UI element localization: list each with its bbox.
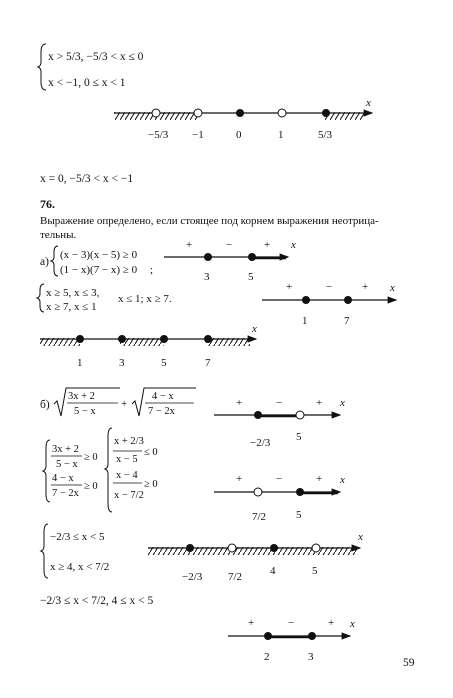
- tick-label: −5/3: [148, 129, 169, 141]
- tick-label: 1: [278, 129, 284, 141]
- sign: −: [276, 473, 283, 485]
- tick-label: 1: [302, 315, 308, 327]
- sign: +: [248, 617, 255, 629]
- part-b-expression: [54, 388, 196, 417]
- point-filled: [118, 335, 126, 343]
- page-number: 59: [403, 657, 415, 669]
- part-b-system2: [41, 524, 109, 578]
- frac-den: 7 − 2x: [148, 406, 175, 417]
- sign: +: [316, 473, 323, 485]
- top-sys-row1: x > 5/3, −5/3 < x ≤ 0: [48, 51, 144, 63]
- part-a-sys-row2: (1 − x)(7 − x) ≥ 0: [60, 264, 138, 276]
- part-b-line2: [214, 473, 345, 523]
- part-b-sys2-row1: −2/3 ≤ x < 5: [50, 531, 105, 543]
- part-a-sys-tail: ;: [150, 264, 154, 276]
- tick-label: 7: [205, 357, 211, 369]
- sign: +: [316, 397, 323, 409]
- sign: −: [326, 281, 333, 293]
- axis-var: x: [358, 531, 363, 543]
- frac-den: x − 5: [116, 454, 138, 465]
- tick-label: 5: [161, 357, 167, 369]
- frac-den: 7 − 2x: [52, 488, 79, 499]
- ge0: ≥ 0: [84, 481, 98, 492]
- point-filled: [344, 296, 352, 304]
- sign: +: [328, 617, 335, 629]
- point-filled: [302, 296, 310, 304]
- point-open: [312, 544, 320, 552]
- svg-text:+: +: [121, 398, 128, 410]
- frac-num: 4 − x: [52, 473, 74, 484]
- tick-label: 4: [270, 565, 276, 577]
- point-filled: [308, 632, 316, 640]
- tick-label: 7: [344, 315, 350, 327]
- axis-var: x: [340, 397, 345, 409]
- part-b-label: б): [40, 399, 50, 411]
- tick-label: 5: [296, 431, 302, 443]
- sign: +: [286, 281, 293, 293]
- axis-var: x: [350, 618, 355, 630]
- part-a-sys-row1: (x − 3)(x − 5) ≥ 0: [60, 249, 138, 261]
- point-filled: [186, 544, 194, 552]
- part-a-sys2-tail: x ≤ 1; x ≥ 7.: [118, 293, 172, 305]
- tick-label: 7/2: [228, 571, 243, 583]
- frac-num: 3x + 2: [52, 444, 79, 455]
- sign: +: [186, 239, 193, 251]
- part-b-line1: [214, 397, 345, 449]
- tick-label: 0: [236, 129, 242, 141]
- top-axis-var: x: [366, 97, 371, 109]
- part-b-line3: [148, 531, 363, 583]
- sign: +: [362, 281, 369, 293]
- intro-line1: Выражение определено, если стоящее под корнем выражения неотрица-: [40, 215, 379, 227]
- point-open: [194, 109, 202, 117]
- tick-label: 3: [119, 357, 125, 369]
- point-filled: [76, 335, 84, 343]
- part-a-line3: [40, 323, 257, 369]
- top-sys-row2: x < −1, 0 ≤ x < 1: [48, 77, 126, 89]
- frac-den: 5 − x: [56, 459, 78, 470]
- frac-num: x + 2/3: [114, 436, 144, 447]
- ge0: ≥ 0: [84, 452, 98, 463]
- point-open: [278, 109, 286, 117]
- point-open: [228, 544, 236, 552]
- point-filled: [270, 544, 278, 552]
- point-filled: [204, 335, 212, 343]
- part-b-result: −2/3 ≤ x < 7/2, 4 ≤ x < 5: [40, 595, 154, 607]
- sign: +: [236, 473, 243, 485]
- point-filled: [264, 632, 272, 640]
- point-filled: [160, 335, 168, 343]
- sign: +: [264, 239, 271, 251]
- sign: −: [288, 617, 295, 629]
- tick-label: 3: [308, 651, 314, 663]
- tick-label: 2: [264, 651, 270, 663]
- axis-var: x: [390, 282, 395, 294]
- point-filled: [236, 109, 244, 117]
- top-system: [38, 44, 144, 90]
- point-filled: [254, 411, 262, 419]
- part-a-label: а): [40, 256, 49, 268]
- point-filled: [322, 109, 330, 117]
- point-open: [254, 488, 262, 496]
- sign: −: [226, 239, 233, 251]
- le0: ≤ 0: [144, 447, 158, 458]
- sign: +: [236, 397, 243, 409]
- part-b-line4: [228, 617, 355, 663]
- point-open: [152, 109, 160, 117]
- tick-label: −2/3: [250, 437, 271, 449]
- axis-var: x: [291, 239, 296, 251]
- top-number-line: [114, 97, 372, 141]
- part-b-sys2-row2: x ≥ 4, x < 7/2: [50, 561, 110, 573]
- ge0: ≥ 0: [144, 479, 158, 490]
- tick-label: −2/3: [182, 571, 203, 583]
- tick-label: 5: [312, 565, 318, 577]
- point-filled: [248, 253, 256, 261]
- point-open: [296, 411, 304, 419]
- frac-num: 4 − x: [152, 391, 174, 402]
- point-filled: [204, 253, 212, 261]
- sign: −: [276, 397, 283, 409]
- part-a-sys2-row1: x ≥ 5, x ≤ 3,: [46, 287, 100, 299]
- axis-var: x: [252, 323, 257, 335]
- point-filled: [296, 488, 304, 496]
- problem-number: 76.: [40, 197, 55, 211]
- intro-line2: тельны.: [40, 229, 77, 241]
- tick-label: 5: [248, 271, 254, 283]
- part-a-sys2-row2: x ≥ 7, x ≤ 1: [46, 301, 97, 313]
- part-a-line2: [262, 281, 396, 327]
- frac-den: 5 − x: [74, 406, 96, 417]
- frac-den: x − 7/2: [114, 490, 144, 501]
- part-a-line1: [164, 239, 296, 283]
- frac-num: x − 4: [116, 470, 138, 481]
- tick-label: 5: [296, 509, 302, 521]
- tick-label: −1: [192, 129, 204, 141]
- frac-num: 3x + 2: [68, 391, 95, 402]
- axis-var: x: [340, 474, 345, 486]
- tick-label: 7/2: [252, 511, 267, 523]
- top-result: x = 0, −5/3 < x < −1: [40, 173, 134, 185]
- tick-label: 3: [204, 271, 210, 283]
- tick-label: 1: [77, 357, 83, 369]
- tick-label: 5/3: [318, 129, 333, 141]
- part-b-system1: [43, 428, 158, 512]
